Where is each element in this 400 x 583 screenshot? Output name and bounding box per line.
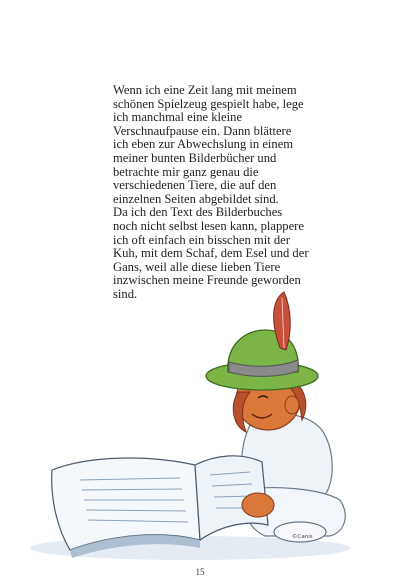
story-paragraph-2: Da ich den Text des Bilderbuches noch nicht selbst lesen kann, plappere ich oft einfach ein bisschen mit der Kuh, mit dem Schaf, dem Esel und der Gans, weil alle diese lieben Tiere inzwischen meine Freunde geworden sind. [113,205,309,301]
child-hand [242,493,274,517]
story-paragraph-1: Wenn ich eine Zeit lang mit meinem schönen Spielzeug gespielt habe, lege ich manchmal eine kleine Verschnaufpause ein. Dann blättere ich eben zur Abwechslung in einem meiner bunten Bilderbücher und betrachte mir ganz genau die verschiedenen Tiere, die auf den einzelnen Seiten abgebildet sind. [113,83,304,206]
page-number: 15 [195,567,205,577]
child-ear [285,396,299,414]
artist-signature: ©Canis [292,534,313,540]
